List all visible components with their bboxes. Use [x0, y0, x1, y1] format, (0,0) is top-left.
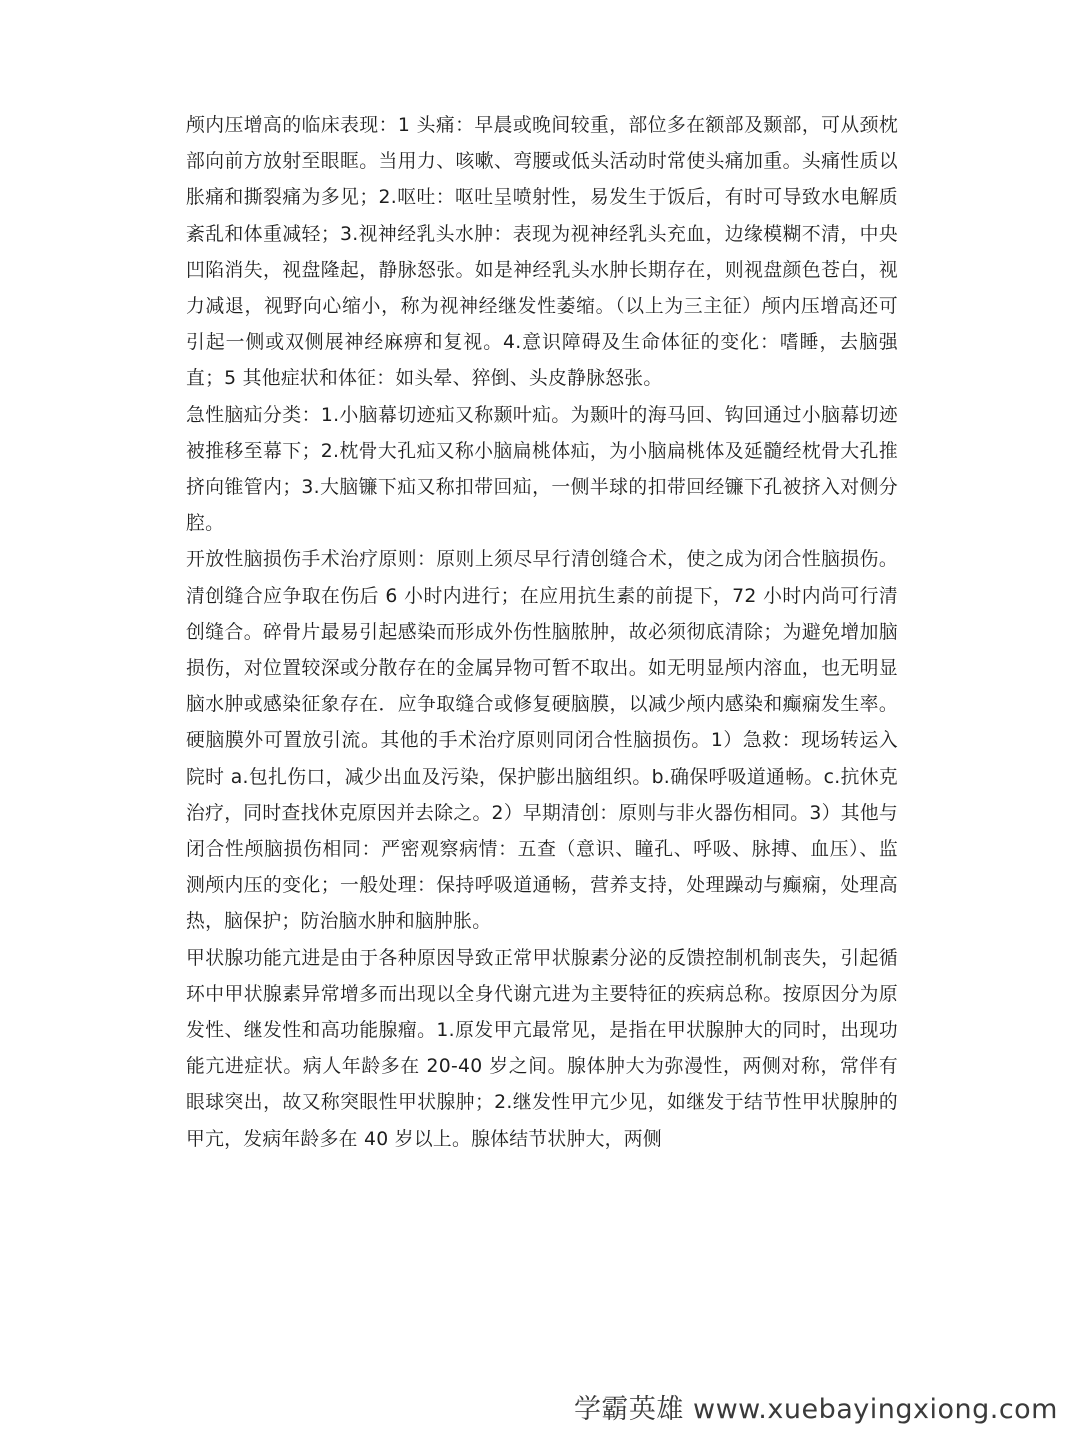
- watermark-text: 学霸英雄 www.xuebayingxiong.com: [573, 1394, 1058, 1425]
- paragraph-hyperthyroidism: 甲状腺功能亢进是由于各种原因导致正常甲状腺素分泌的反馈控制机制丧失，引起循环中甲状腺素异常增多而出现以全身代谢亢进为主要特征的疾病总称。按原因分为原发性、继发性和高功能腺瘤。1.原发甲亢最常见，是指在甲状腺肿大的同时，出现功能亢进症状。病人年龄多在 20-40 岁之间。腺体肿大为弥漫性，两侧对称，常伴有眼球突出，故又称突眼性甲状腺肿；2.继发性甲亢少见，如继发于结节性甲状腺肿的甲亢，发病年龄多在 40 岁以上。腺体结节状肿大，两侧: [186, 947, 898, 1150]
- document-body: [186, 108, 898, 1158]
- paragraph-open-brain-injury: 开放性脑损伤手术治疗原则：原则上须尽早行清创缝合术，使之成为闭合性脑损伤。清创缝合应争取在伤后 6 小时内进行；在应用抗生素的前提下，72 小时内尚可行清创缝合。碎骨片最易引起感染而形成外伤性脑脓肿，故必须彻底清除；为避免增加脑损伤，对位置较深或分散存在的金属异物可暂不取出。如无明显颅内溶血，也无明显脑水肿或感染征象存在．应争取缝合或修复硬脑膜，以减少颅内感染和癫痫发生率。硬脑膜外可置放引流。其他的手术治疗原则同闭合性脑损伤。1）急救：现场转运入院时 a.包扎伤口，减少出血及污染，保护膨出脑组织。b.确保呼吸道通畅。c.抗休克治疗，同时查找休克原因并去除之。2）早期清创：原则与非火器伤相同。3）其他与闭合性颅脑损伤相同：严密观察病情：五查（意识、瞳孔、呼吸、脉搏、血压）、监测颅内压的变化；一般处理：保持呼吸道通畅，营养支持，处理躁动与癫痫，处理高热，脑保护；防治脑水肿和脑肿胀。: [186, 549, 898, 933]
- paragraph-brain-herniation: 急性脑疝分类：1.小脑幕切迹疝又称颞叶疝。为颞叶的海马回、钩回通过小脑幕切迹被推移至幕下；2.枕骨大孔疝又称小脑扁桃体疝，为小脑扁桃体及延髓经枕骨大孔推挤向锥管内；3.大脑镰下疝又称扣带回疝，一侧半球的扣带回经镰下孔被挤入对侧分腔。: [186, 404, 898, 535]
- paragraph-intracranial-pressure: 颅内压增高的临床表现：1 头痛：早晨或晚间较重，部位多在额部及颞部，可从颈枕部向前方放射至眼眶。当用力、咳嗽、弯腰或低头活动时常使头痛加重。头痛性质以胀痛和撕裂痛为多见；2.呕吐：呕吐呈喷射性，易发生于饭后，有时可导致水电解质紊乱和体重减轻；3.视神经乳头水肿：表现为视神经乳头充血，边缘模糊不清，中央凹陷消失，视盘隆起，静脉怒张。如是神经乳头水肿长期存在，则视盘颜色苍白，视力减退，视野向心缩小，称为视神经继发性萎缩。（以上为三主征）颅内压增高还可引起一侧或双侧展神经麻痹和复视。4.意识障碍及生命体征的变化：嗜睡，去脑强直；5 其他症状和体征：如头晕、猝倒、头皮静脉怒张。: [186, 115, 898, 390]
